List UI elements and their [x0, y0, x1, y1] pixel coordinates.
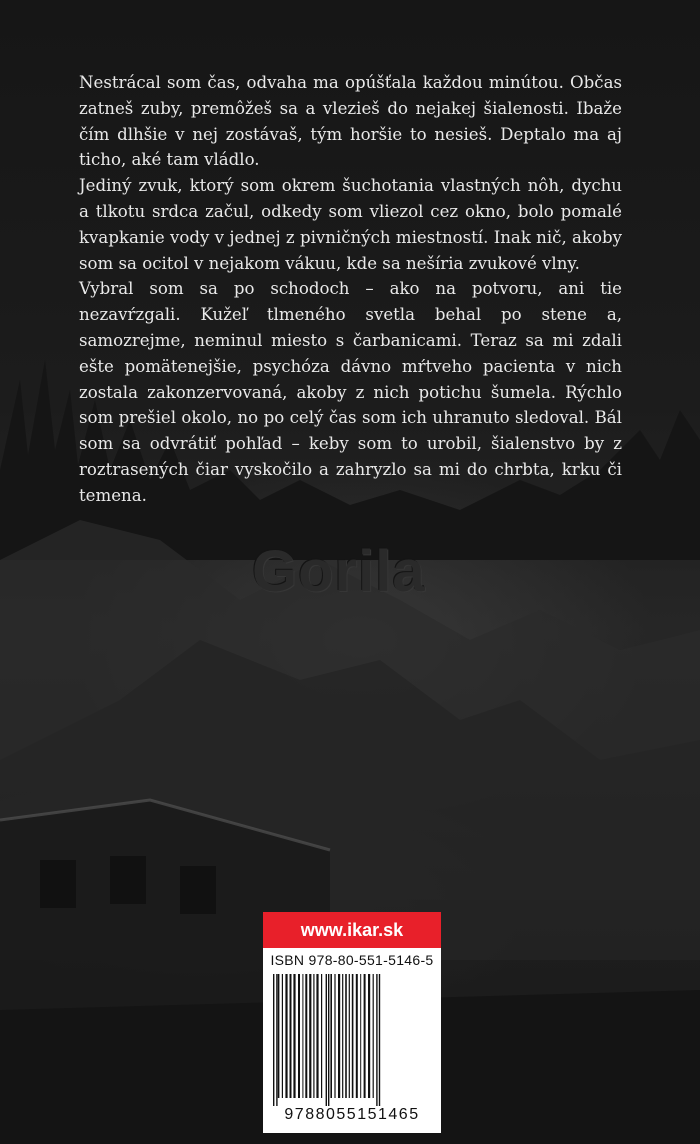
publisher-watermark: Gorila: [252, 539, 426, 604]
isbn-label: ISBN 978-80-551-5146-5: [270, 952, 434, 968]
publisher-url[interactable]: www.ikar.sk: [263, 912, 441, 948]
blurb-paragraph: Vybral som sa po schodoch – ako na potvoru, ani tie nezavŕzgali. Kužeľ tlmeného svetla behal po stene a, samozrejme, neminul miesto s čarbanicami. Teraz sa mi zdali ešte pomätenejšie, psychóza dávno mŕtveho pacienta v nich zostala zakonzervovaná, akoby z nich potichu šumela. Rýchlo som prešiel okolo, no po celý čas som ich uhranuto sledoval. Bál som sa odvrátiť pohľad – keby som to urobil, šialenstvo by z roztrasených čiar vyskočilo a zahryzlo sa mi do chrbta, krku či temena.: [79, 279, 622, 505]
barcode-icon: [271, 974, 433, 1106]
barcode-block: [263, 912, 441, 1133]
blurb-paragraph: Jediný zvuk, ktorý som okrem šuchotania vlastných nôh, dychu a tlkotu srdca začul, odkedy som vliezol cez okno, bolo pomalé kvapkanie vody v jednej z pivničných miestností. Inak nič, akoby som sa ocitol v nejakom vákuu, kde sa nešíria zvukové vlny.: [79, 176, 622, 273]
blurb-text: [79, 70, 622, 509]
blurb-paragraph: Nestrácal som čas, odvaha ma opúšťala každou minútou. Občas zatneš zuby, premôžeš sa a vlezieš do nejakej šialenosti. Ibaže čím dlhšie v nej zostávaš, tým horšie to nesieš. Deptalo ma aj ticho, aké tam vládlo.: [79, 73, 622, 170]
barcode-digits: 9788055151465: [284, 1106, 420, 1123]
